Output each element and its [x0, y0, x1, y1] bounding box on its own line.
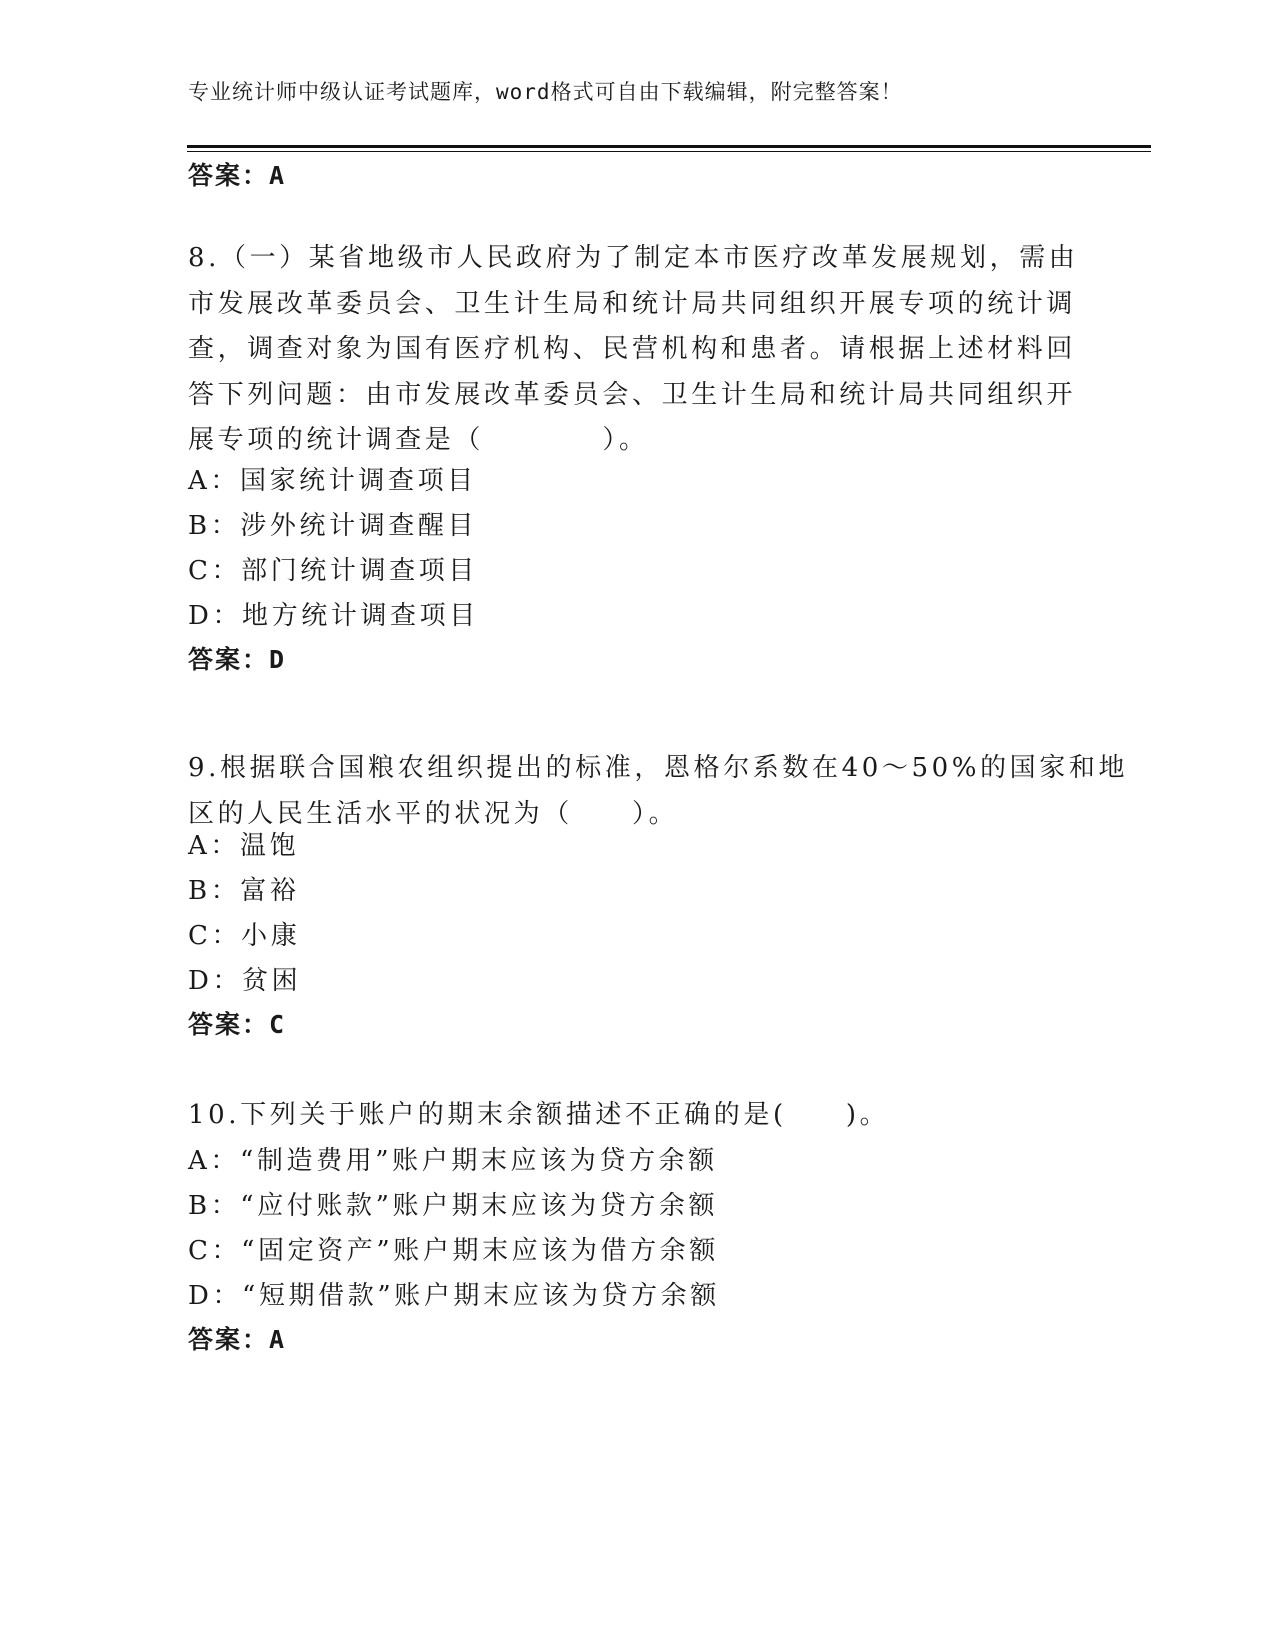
question-9-option-b: B：富裕 [188, 876, 300, 906]
question-9-stem [188, 746, 1129, 837]
question-stem-line: 展专项的统计调查是（ ）。 [188, 425, 649, 455]
header-rule-thick [187, 145, 1151, 148]
question-10-option-d: D：“短期借款”账户期末应该为贷方余额 [188, 1281, 720, 1311]
question-stem-line: 市发展改革委员会、卫生计生局和统计局共同组织开展专项的统计调 [188, 288, 1077, 319]
question-10-option-c: C：“固定资产”账户期末应该为借方余额 [188, 1236, 719, 1266]
question-8-option-d: D：地方统计调查项目 [188, 601, 479, 631]
question-9-answer: 答案：C [188, 1010, 287, 1039]
question-10-stem [188, 1093, 1068, 1139]
previous-answer: 答案：A [188, 161, 287, 190]
question-stem-line: 8.（一）某省地级市人民政府为了制定本市医疗改革发展规划，需由 [188, 243, 1079, 273]
question-8-option-b: B：涉外统计调查醒目 [188, 511, 478, 541]
page-header: 专业统计师中级认证考试题库，word格式可自由下载编辑，附完整答案！ [188, 80, 903, 104]
header-rule-thin [187, 151, 1151, 152]
question-10-option-a: A：“制造费用”账户期末应该为贷方余额 [188, 1146, 718, 1176]
question-8-answer: 答案：D [188, 645, 287, 674]
question-9-option-c: C：小康 [188, 921, 301, 951]
question-9-option-a: A：温饱 [188, 831, 300, 861]
question-10-option-b: B：“应付账款”账户期末应该为贷方余额 [188, 1191, 719, 1221]
question-9-option-d: D：贫困 [188, 966, 302, 996]
question-8-option-c: C：部门统计调查项目 [188, 556, 478, 586]
question-stem-line: 答下列问题：由市发展改革委员会、卫生计生局和统计局共同组织开 [188, 379, 1077, 410]
question-stem-line: 区的人民生活水平的状况为（ ）。 [188, 798, 679, 829]
question-stem-line: 查，调查对象为国有医疗机构、民营机构和患者。请根据上述材料回 [188, 334, 1077, 364]
question-8-stem [188, 236, 1079, 464]
question-8-option-a: A：国家统计调查项目 [188, 466, 477, 496]
question-10-answer: 答案：A [188, 1325, 287, 1354]
question-stem-line: 9.根据联合国粮农组织提出的标准，恩格尔系数在40～50%的国家和地 [188, 753, 1129, 783]
question-stem-line: 10.下列关于账户的期末余额描述不正确的是( )。 [188, 1100, 890, 1130]
